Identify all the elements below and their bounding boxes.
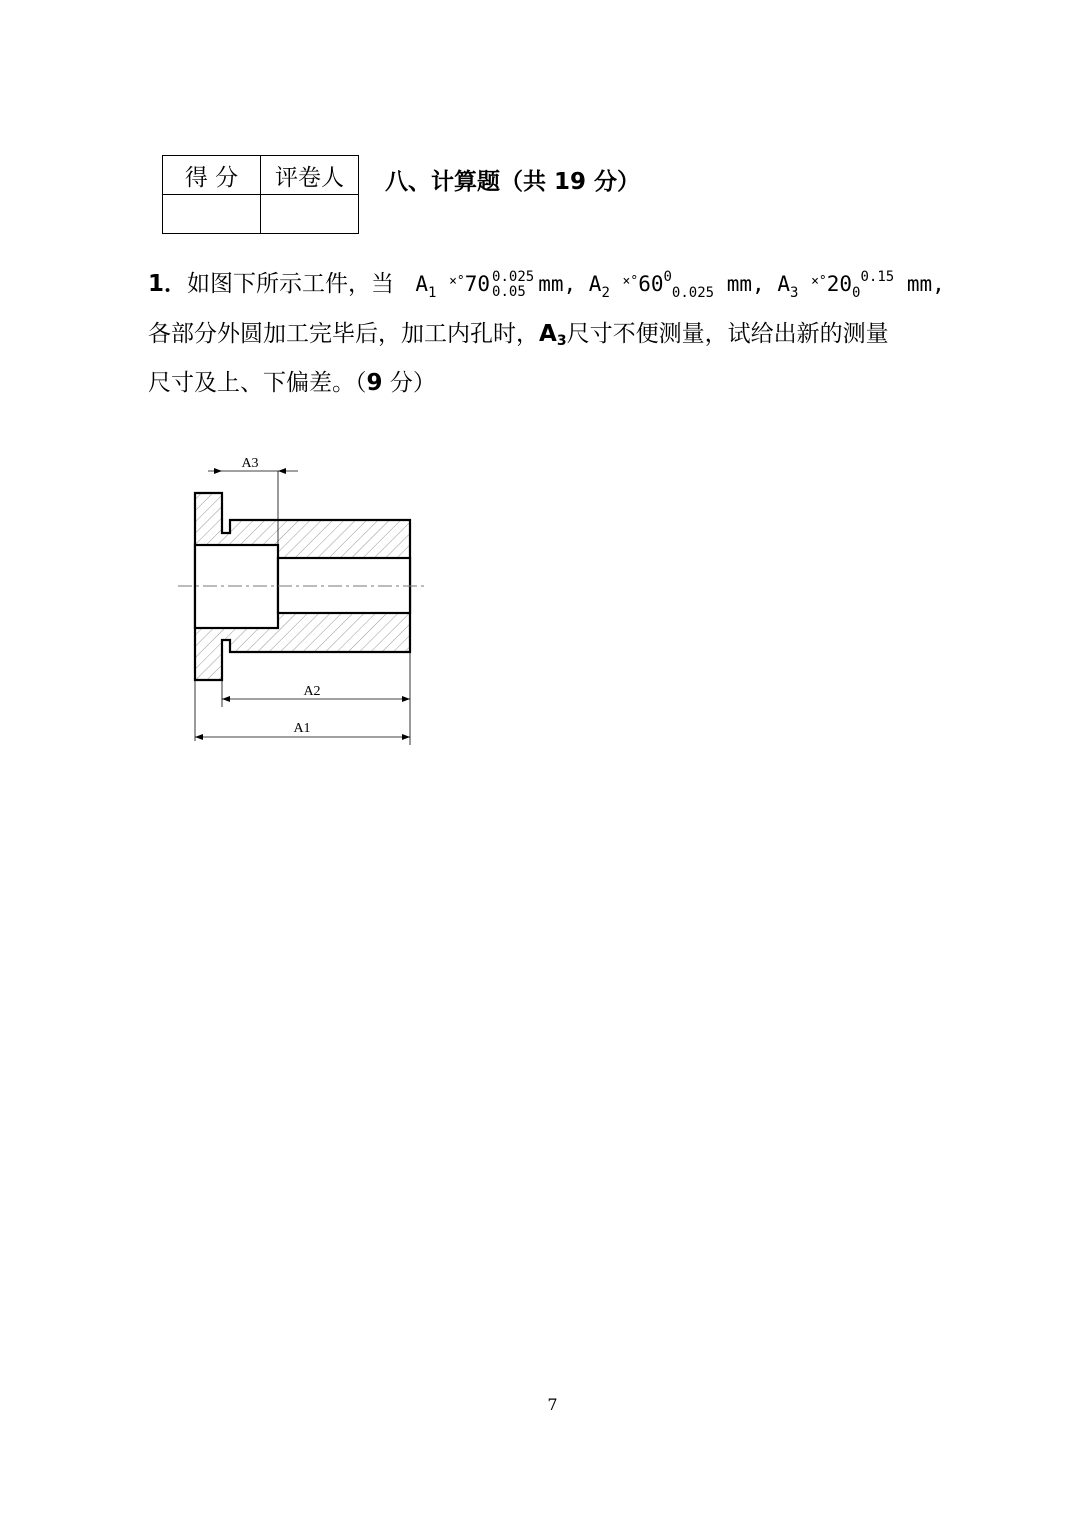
workpiece-drawing [170, 445, 440, 745]
question-intro: 如图下所示工件，当 [187, 271, 395, 297]
grader-cell [261, 195, 359, 234]
a1-tolerance: 0.025 0.05 [492, 269, 535, 300]
a1-dimension: $A_1$ ×°70 0.025 0.05 mm, [415, 269, 577, 301]
question-line-1 [148, 265, 945, 301]
question-line-2: 各部分外圆加工完毕后，加工内孔时，A3尺寸不便测量，试给出新的测量 [148, 321, 889, 349]
section-title: 八、计算题（共 19 分） [385, 169, 641, 195]
score-header: 得 分 [163, 156, 261, 195]
question-number: 1． [148, 271, 188, 297]
a3-dimension: $A_3$ $^{\times^\circ}20_0^{0.15}$ mm, [777, 269, 945, 301]
a2-dimension: $A_2$ $^{\times^\circ}60^0_{0.025}$ mm, [588, 269, 765, 301]
score-table [162, 155, 359, 234]
a1-label: A1 [293, 721, 311, 736]
page-number: 7 [547, 1395, 558, 1414]
grader-header: 评卷人 [261, 156, 359, 195]
a2-dimension-line [222, 652, 410, 745]
a2-label: A2 [303, 684, 321, 699]
question-line-3: 尺寸及上、下偏差。（9 分） [148, 370, 436, 396]
score-cell [163, 195, 261, 234]
a3-label: A3 [241, 456, 259, 471]
